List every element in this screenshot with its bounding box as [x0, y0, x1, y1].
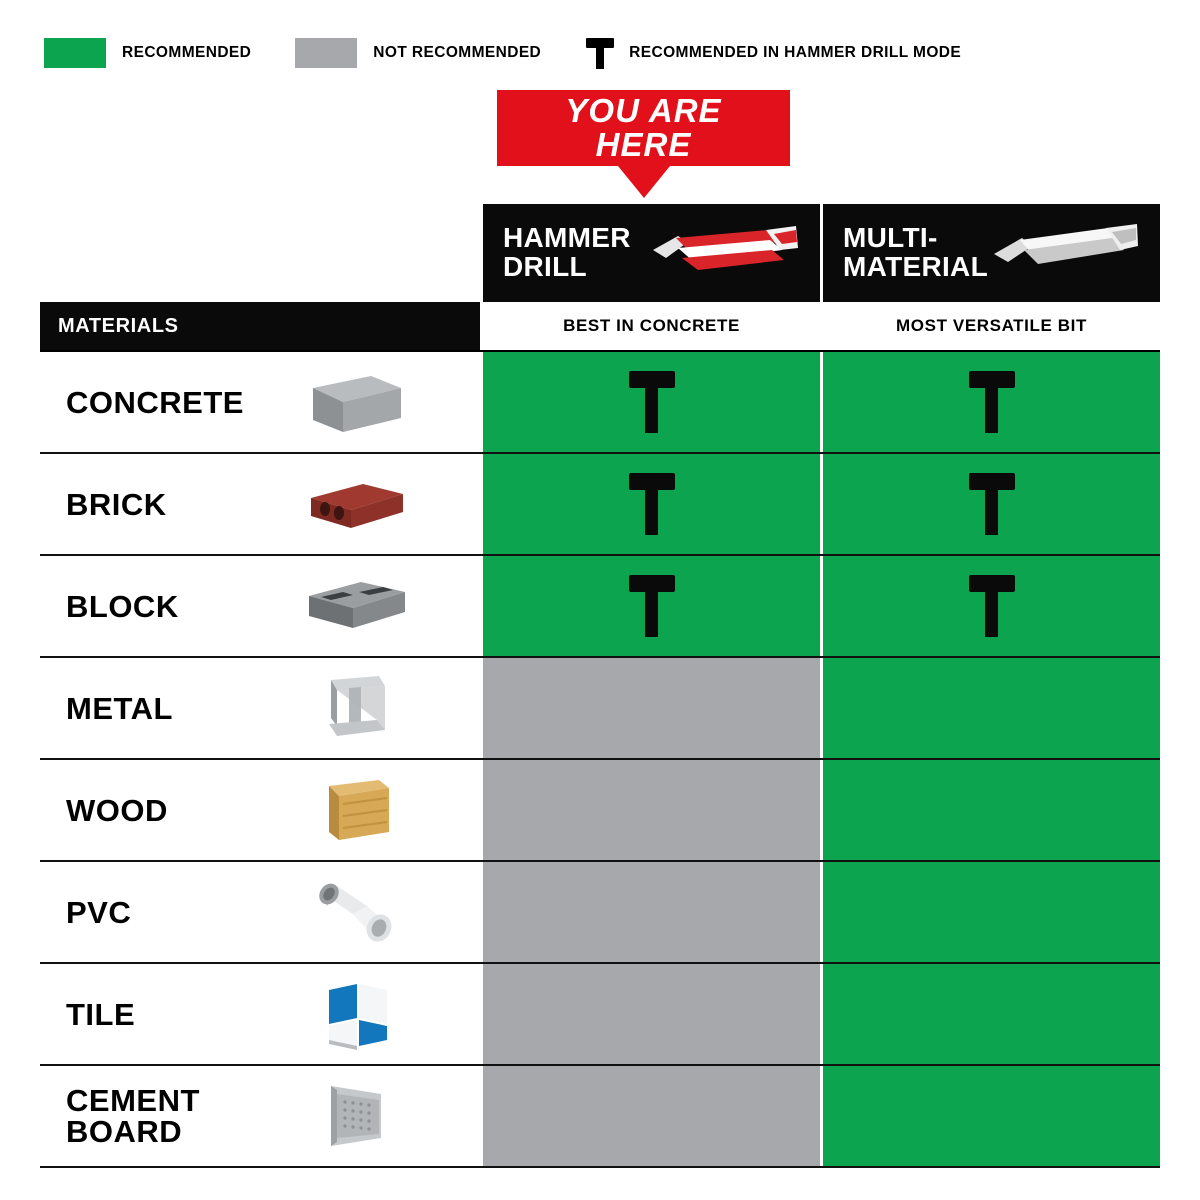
legend-item-hammer-mode [585, 36, 961, 70]
cell-multi-material [820, 454, 1160, 554]
material-cell [40, 454, 480, 554]
multi-material-bit-icon [988, 220, 1138, 286]
material-cell [40, 658, 480, 758]
hammer-icon [629, 575, 675, 637]
header-spacer [40, 204, 480, 302]
hammer-icon [969, 575, 1015, 637]
material-label: CONCRETE [66, 384, 244, 420]
cell-hammer-drill [480, 352, 820, 452]
you-are-here-line2: HERE [595, 126, 692, 163]
cement-board-icon [296, 1074, 416, 1158]
cell-multi-material [820, 760, 1160, 860]
column-header-multi-material [820, 204, 1160, 302]
material-cell [40, 556, 480, 656]
hammer-icon [969, 473, 1015, 535]
materials-header: MATERIALS [40, 302, 480, 350]
material-cell [40, 964, 480, 1064]
material-cell [40, 862, 480, 962]
material-label: CEMENT BOARD [66, 1083, 200, 1149]
material-label: METAL [66, 690, 173, 726]
cell-multi-material [820, 658, 1160, 758]
table-row [40, 964, 1160, 1066]
column-subtitle-hammer-drill: BEST IN CONCRETE [480, 302, 820, 350]
column-title-hammer-drill: HAMMER DRILL [503, 222, 631, 282]
steel-beam-icon [296, 666, 416, 750]
table-row [40, 760, 1160, 862]
cell-hammer-drill [480, 760, 820, 860]
material-cell [40, 352, 480, 452]
table-row [40, 862, 1160, 964]
cell-hammer-drill [480, 556, 820, 656]
table-row [40, 1066, 1160, 1168]
material-label: WOOD [66, 792, 168, 828]
table-row [40, 556, 1160, 658]
hammer-icon [585, 36, 615, 70]
pvc-pipe-icon [296, 870, 416, 954]
cell-multi-material [820, 964, 1160, 1064]
material-label: PVC [66, 894, 132, 930]
column-title-multi-material: MULTI-MATERIAL [843, 222, 988, 282]
material-cell [40, 760, 480, 860]
cell-hammer-drill [480, 454, 820, 554]
material-cell [40, 1066, 480, 1166]
legend-item-not-recommended [295, 38, 541, 68]
material-label: BRICK [66, 486, 167, 522]
table-row [40, 454, 1160, 556]
cell-multi-material [820, 862, 1160, 962]
column-header-hammer-drill [480, 204, 820, 302]
hammer-drill-bit-icon [648, 220, 798, 286]
cell-multi-material [820, 556, 1160, 656]
table-row [40, 352, 1160, 454]
material-label: BLOCK [66, 588, 179, 624]
concrete-block-icon [296, 360, 416, 444]
tile-icon [296, 972, 416, 1056]
hammer-icon [629, 473, 675, 535]
legend-item-recommended [44, 38, 251, 68]
you-are-here-line1: YOU ARE [565, 92, 722, 130]
cell-hammer-drill [480, 862, 820, 962]
hammer-icon [969, 371, 1015, 433]
table-subtitle-row [40, 302, 1160, 352]
legend-swatch-gray [295, 38, 357, 68]
cell-hammer-drill [480, 1066, 820, 1166]
cell-hammer-drill [480, 964, 820, 1064]
table-header-row [40, 204, 1160, 302]
column-subtitle-multi-material: MOST VERSATILE BIT [820, 302, 1160, 350]
legend-label-not-recommended: NOT RECOMMENDED [373, 44, 542, 61]
brick-icon [296, 462, 416, 546]
cell-multi-material [820, 352, 1160, 452]
wood-block-icon [296, 768, 416, 852]
material-label: TILE [66, 996, 136, 1032]
comparison-table [40, 204, 1160, 1168]
cell-hammer-drill [480, 658, 820, 758]
table-row [40, 658, 1160, 760]
hammer-icon [629, 371, 675, 433]
legend-label-hammer-mode: RECOMMENDED IN HAMMER DRILL MODE [629, 44, 962, 61]
legend-label-recommended: RECOMMENDED [122, 44, 252, 61]
legend [44, 36, 1005, 70]
cinder-block-icon [296, 564, 416, 648]
you-are-here-callout [497, 90, 790, 166]
legend-swatch-green [44, 38, 106, 68]
you-are-here-arrow-icon [618, 166, 670, 198]
cell-multi-material [820, 1066, 1160, 1166]
